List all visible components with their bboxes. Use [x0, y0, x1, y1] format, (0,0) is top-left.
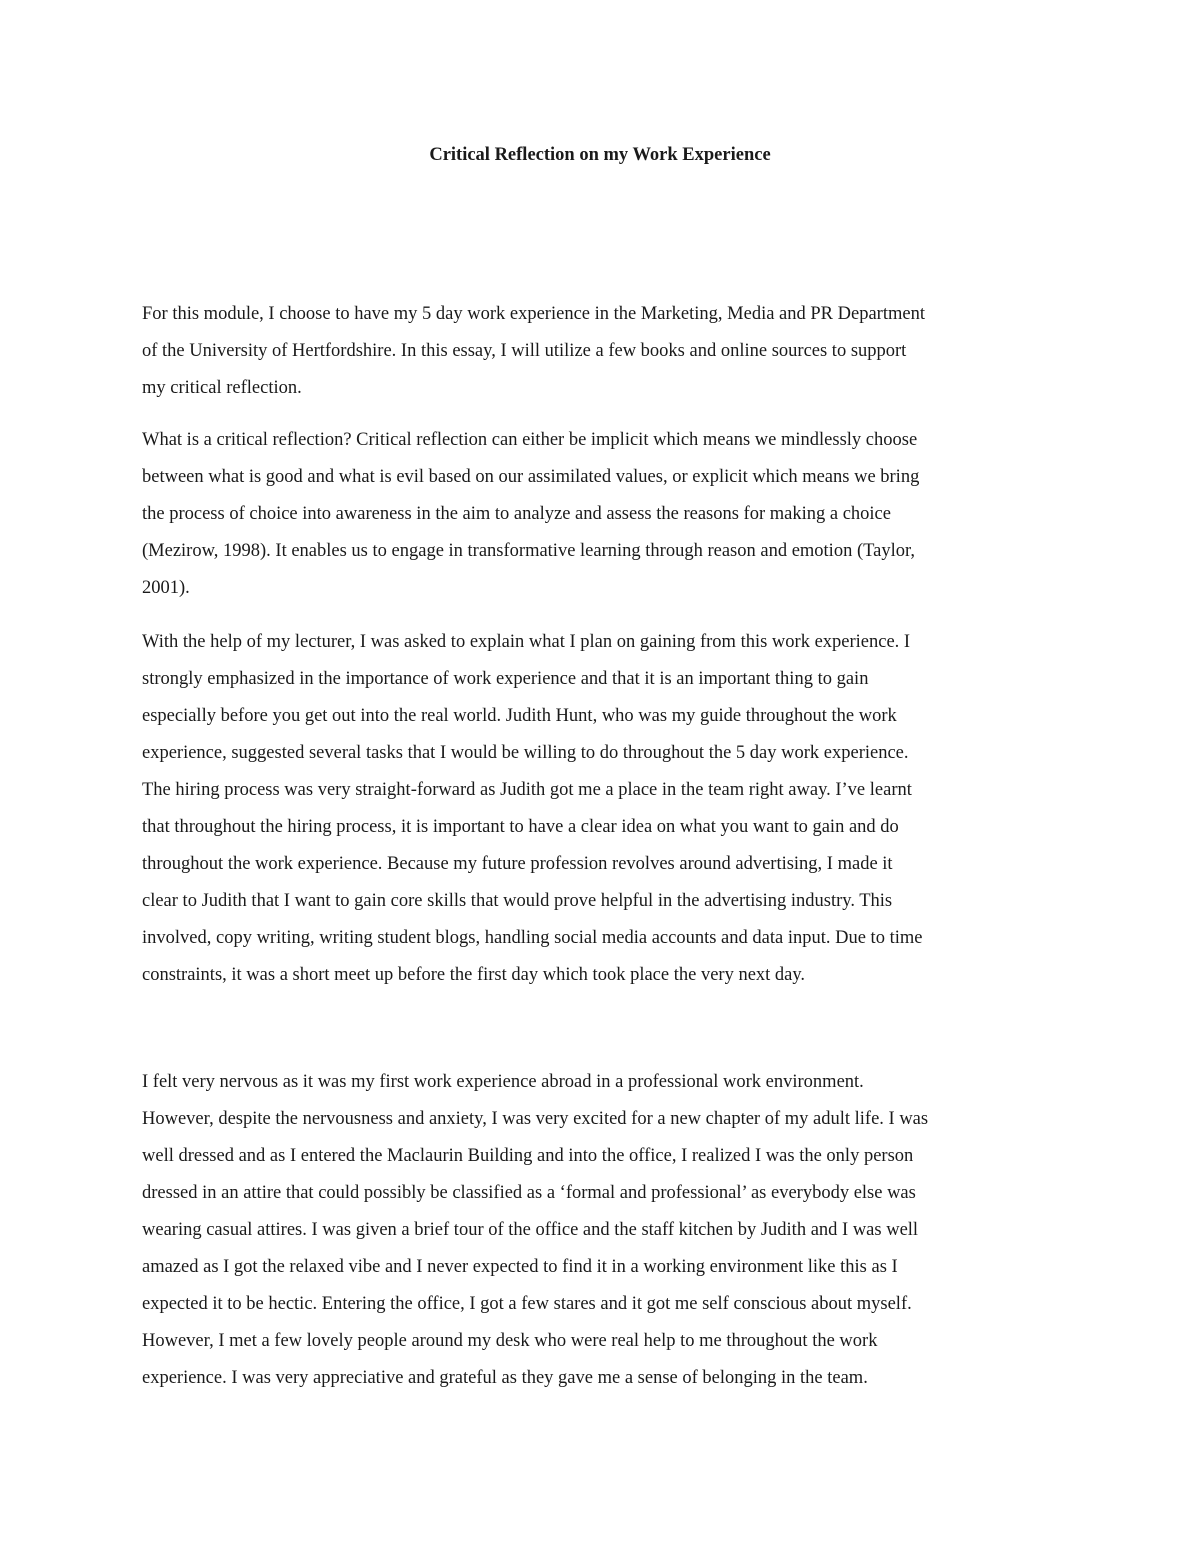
text-line: strongly emphasized in the importance of work experience and that it is an important thing to gain [142, 669, 869, 689]
paragraph-critical-reflection [142, 422, 1067, 607]
text-line: The hiring process was very straight-forward as Judith got me a place in the team right away. I’ve learnt [142, 780, 912, 800]
text-line: experience, suggested several tasks that I would be willing to do throughout the 5 day work experience. [142, 743, 909, 763]
text-line: experience. I was very appreciative and grateful as they gave me a sense of belonging in the team. [142, 1368, 868, 1388]
document-title: Critical Reflection on my Work Experience [429, 145, 771, 165]
text-line: dressed in an attire that could possibly be classified as a ‘formal and professional’ as everybody else was [142, 1183, 916, 1203]
text-line: throughout the work experience. Because my future profession revolves around advertising, I made it [142, 854, 893, 874]
text-line: However, I met a few lovely people around my desk who were real help to me throughout the work [142, 1331, 878, 1351]
paragraph-intro [142, 296, 1067, 407]
text-line: I felt very nervous as it was my first work experience abroad in a professional work environment. [142, 1072, 864, 1092]
text-line: constraints, it was a short meet up before the first day which took place the very next day. [142, 965, 806, 985]
text-line: well dressed and as I entered the Maclaurin Building and into the office, I realized I was the only person [142, 1146, 914, 1166]
text-line: that throughout the hiring process, it is important to have a clear idea on what you want to gain and do [142, 817, 899, 837]
text-line: However, despite the nervousness and anxiety, I was very excited for a new chapter of my adult life. I was [142, 1109, 929, 1129]
text-line: clear to Judith that I want to gain core skills that would prove helpful in the advertising industry. This [142, 891, 893, 911]
text-line: of the University of Hertfordshire. In this essay, I will utilize a few books and online sources to support [142, 341, 907, 361]
text-line: 2001). [142, 578, 190, 598]
text-line: amazed as I got the relaxed vibe and I never expected to find it in a working environment like this as I [142, 1257, 898, 1277]
text-line: For this module, I choose to have my 5 day work experience in the Marketing, Media and PR Department [142, 304, 925, 324]
text-line: involved, copy writing, writing student blogs, handling social media accounts and data input. Due to time [142, 928, 923, 948]
text-line: (Mezirow, 1998). It enables us to engage in transformative learning through reason and emotion (Taylor, [142, 541, 916, 561]
text-line: expected it to be hectic. Entering the office, I got a few stares and it got me self conscious about myself. [142, 1294, 912, 1314]
paragraph-lecturer-help [142, 624, 1067, 994]
text-line: especially before you get out into the real world. Judith Hunt, who was my guide throughout the work [142, 706, 897, 726]
text-line: my critical reflection. [142, 378, 302, 398]
text-line: the process of choice into awareness in the aim to analyze and assess the reasons for making a choice [142, 504, 891, 524]
text-line: wearing casual attires. I was given a brief tour of the office and the staff kitchen by Judith and I was well [142, 1220, 919, 1240]
text-line: What is a critical reflection? Critical reflection can either be implicit which means we mindlessly choose [142, 430, 918, 450]
text-line: between what is good and what is evil based on our assimilated values, or explicit which means we bring [142, 467, 920, 487]
text-line: With the help of my lecturer, I was asked to explain what I plan on gaining from this work experience. I [142, 632, 911, 652]
paragraph-first-day [142, 1064, 1067, 1397]
